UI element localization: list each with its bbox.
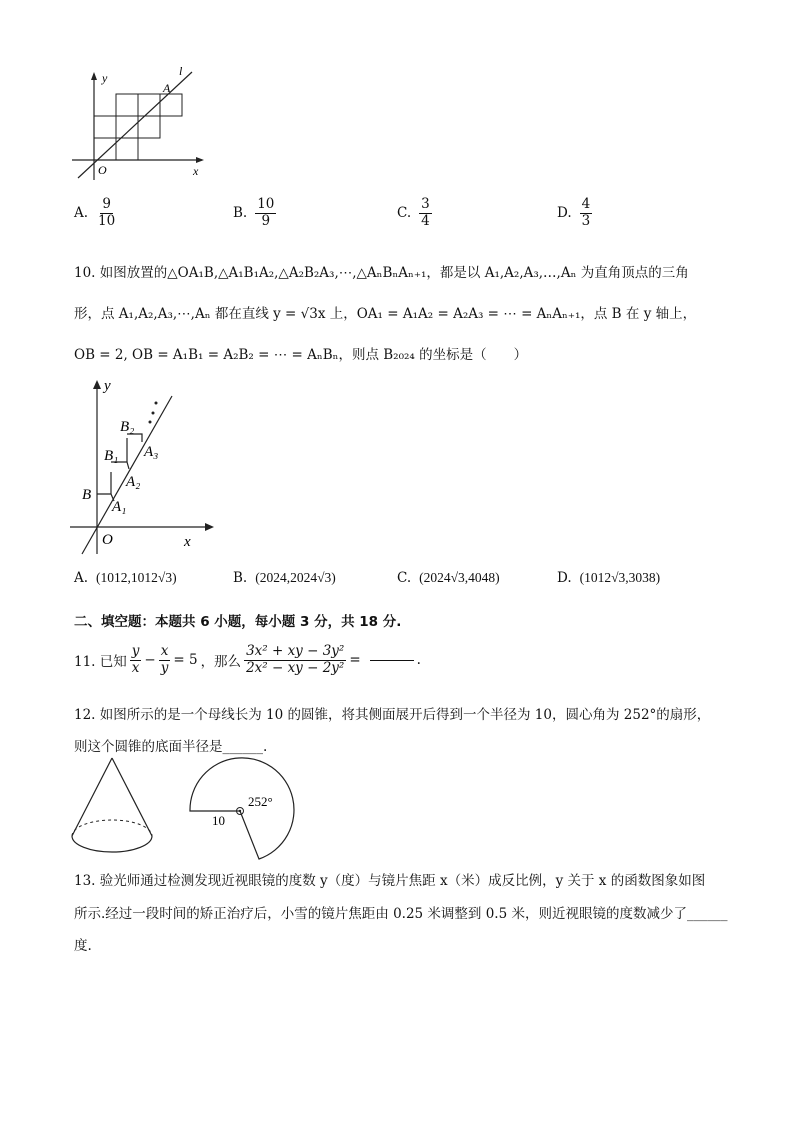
section-title: 二、填空题：本题共 6 小题，每小题 3 分，共 18 分. (74, 614, 402, 630)
q12-text-line1: 12. 如图所示的是一个母线长为 10 的圆锥，将其侧面展开后得到一个半径为 10，圆心角为 252°的扇形， (74, 707, 711, 723)
option-letter: A. (74, 205, 89, 222)
q9-option-d[interactable]: D. $\frac{4}{3}$ (557, 196, 591, 229)
q10-option-a[interactable]: A. (1012,1012√3) (74, 570, 177, 586)
q13-text-line3: 度. (74, 938, 92, 954)
q10-text-line2: 形，点 A₁,A₂,A₃,⋯,Aₙ 都在直线 y = √3x 上，OA₁ = A₁A₂ = A₂A₃ = ⋯ = AₙAₙ₊₁，点 B 在 y 轴上， (74, 306, 697, 322)
q10-y-label: y (104, 378, 111, 394)
q13-text-line2: 所示.经过一段时间的矫正治疗后，小雪的镜片焦距由 0.25 米调整到 0.5 米，则近视眼镜的度数减少了______ (74, 906, 728, 922)
q9-option-a[interactable]: A. $\frac{9}{10}$ (74, 196, 116, 229)
q9-option-b[interactable]: B. $\frac{10}{9}$ (233, 196, 275, 229)
q10-label-a1: A₁ (112, 499, 127, 515)
q9-figure (68, 64, 213, 184)
q13-text-line1: 13. 验光师通过检测发现近视眼镜的度数 y（度）与镜片焦距 x（米）成反比例，y 关于 x 的函数图象如图 (74, 873, 706, 889)
q10-label-b2: B₂ (120, 419, 135, 435)
q11-text: 11. 已知 $\frac{y}{x}$ − $\frac{x}{y}$ = 5 ，那么 $\frac{\text{3x² + xy − 3y²}}{\text{2x² − xy − 2y²}}$ = . (74, 643, 421, 676)
q12-sector-figure (180, 755, 300, 863)
q12-angle-label: 252° (248, 794, 273, 809)
q12-cone-figure (68, 754, 158, 862)
option-letter: D. (557, 205, 572, 222)
q10-text-line3: OB = 2, OB = A₁B₁ = A₂B₂ = ⋯ = AₙBₙ，则点 B₂₀₂₄ 的坐标是（ ） (74, 347, 528, 363)
option-letter: B. (233, 205, 248, 222)
q10-figure (62, 376, 222, 558)
q11-answer-blank[interactable] (370, 660, 414, 661)
q9-line-label: l (179, 64, 183, 78)
q10-option-c[interactable]: C. (2024√3,4048) (397, 570, 500, 586)
q10-text-line1: 10. 如图放置的△OA₁B,△A₁B₁A₂,△A₂B₂A₃,⋯,△AₙBₙAₙ₊₁，都是以 A₁,A₂,A₃,…,Aₙ 为直角顶点的三角 (74, 265, 689, 281)
q10-label-a3: A₃ (144, 444, 159, 460)
q9-line-l (78, 72, 192, 178)
q10-option-b[interactable]: B. (2024,2024√3) (233, 570, 336, 586)
q10-x-label: x (184, 534, 191, 550)
q9-y-label: y (102, 71, 108, 85)
q10-label-a2: A₂ (126, 474, 141, 490)
q10-option-d[interactable]: D. (1012√3,3038) (557, 570, 661, 586)
q9-origin-label: O (98, 163, 107, 177)
q10-label-b: B (82, 487, 92, 503)
q9-option-c[interactable]: C. $\frac{3}{4}$ (397, 196, 430, 229)
q10-origin-label: O (102, 532, 113, 548)
q12-text-line2: 则这个圆锥的底面半径是______. (74, 739, 268, 755)
q9-point-label: A (163, 81, 171, 95)
q12-radius-label: 10 (212, 813, 225, 828)
q10-label-b1: B₁ (104, 448, 119, 464)
option-letter: C. (397, 205, 412, 222)
q9-x-label: x (193, 164, 199, 178)
